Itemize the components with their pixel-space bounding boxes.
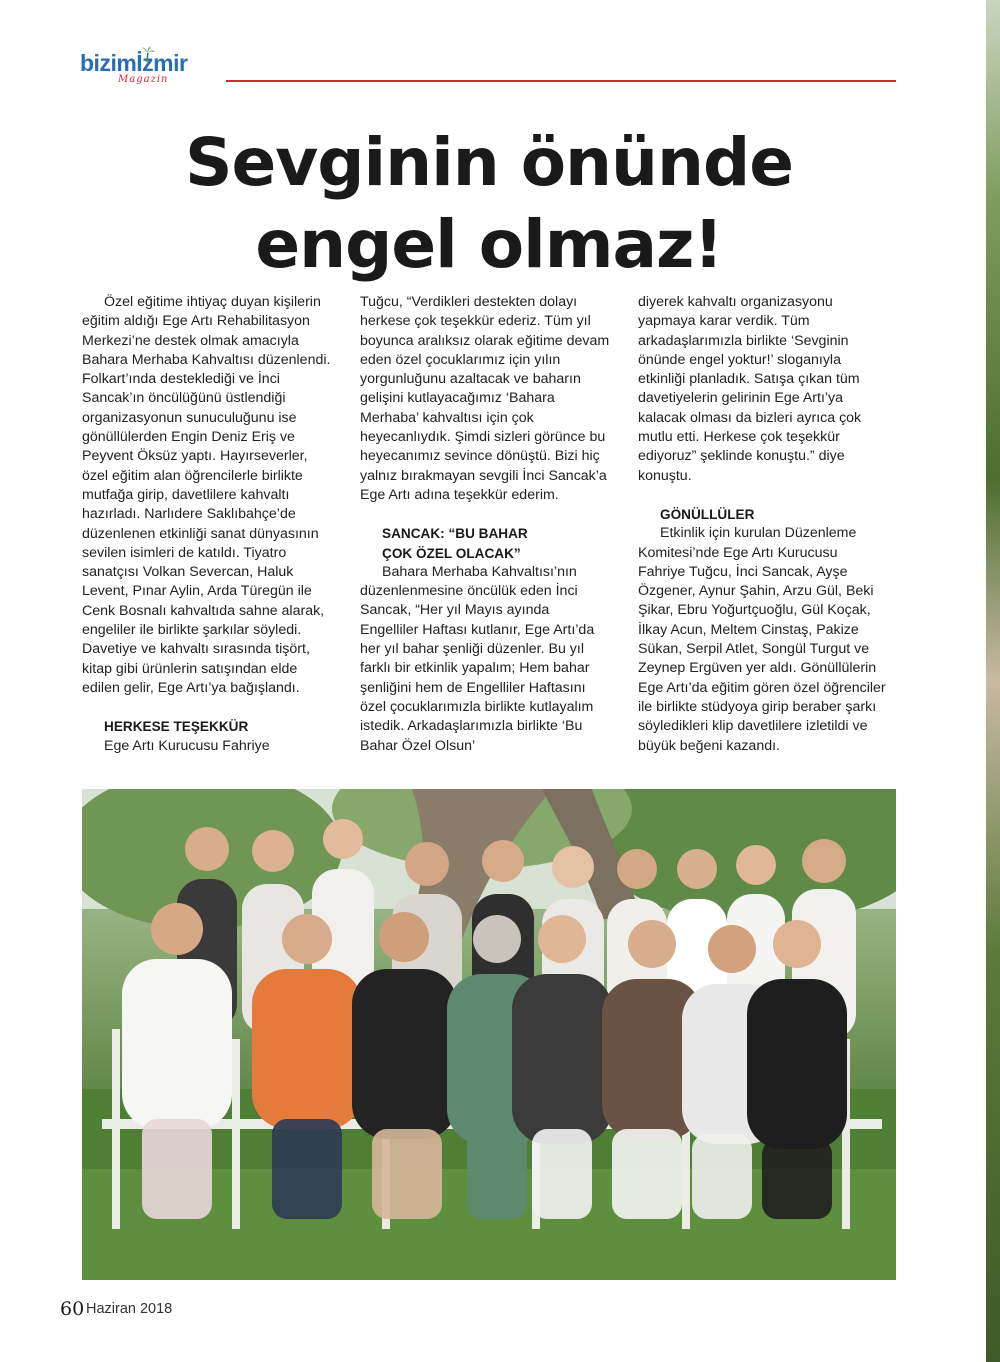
text-column-1 (82, 293, 332, 756)
article-title (82, 122, 896, 286)
paragraph: Özel eğitime ihtiyaç duyan kişilerin eğitim aldığı Ege Artı Rehabilitasyon Merkezi’ne destek olmak amacıyla Bahara Merhaba Kahvaltısı düzenlendi. Folkart’ında desteklediği ve İnci Sancak’ın öncülüğünü üstlendiği organizasyonun sunuculuğunu ise gönüllülerden Engin Deniz Eriş ve Peyvent Öksüz yaptı. Hayırseverler, özel eğitim alan öğrencilerle birlikte mutfağa girip, davetlilere kahvaltı hazırladı. Narlıdere Saklıbahçe’de düzenlenen etkinliği sanat dünyasının sevilen isimleri de katıldı. Tiyatro sanatçısı Volkan Severcan, Haluk Levent, Pınar Aylin, Arda Türegün ile Cenk Bosnalı kahvaltıda sahne alarak, engeliler ile birlikte şarkılar söyledi. Davetiye ve kahvaltı sırasında tişört, kitap gibi ürünlerin satışından elde edilen gelir, Ege Artı’ya bağışlandı. (82, 294, 331, 696)
logo-wordmark: bizimİzmir (80, 50, 188, 76)
paragraph: Etkinlik için kurulan Düzenleme Komitesi’nde Ege Artı Kurucusu Fahriye Tuğcu, İnci Sancak, Ayşe Özgener, Aynur Şahin, Arzu Gül, Beki Şikar, Ebru Yoğurtçuoğlu, Gül Koçak, İlkay Acun, Meltem Cinstaş, Pakize Sükan, Serpil Atlet, Songül Turgut ve Zeynep Ergüven yer aldı. Gönüllülerin Ege Artı’da eğitim gören özel öğrenciler ile birlikte stüdyoya girip beraber şarkı söyledikleri klip davetlilere izletildi ve büyük beğeni kazandı. (638, 525, 886, 754)
palm-tree-icon (138, 46, 156, 62)
section-heading-line-2: ÇOK ÖZEL OLACAK” (382, 545, 521, 561)
paragraph: diyerek kahvaltı organizasyonu yapmaya karar verdik. Tüm arkadaşlarımızla birlikte ‘Sevginin önünde engel yoktur!’ sloganıyla etkinliği planladık. Satışa çıkan tüm davetiyelerin gelirinin Ege Artı’ya kalacak olması da bizleri ayrıca çok mutlu etti. Herkese çok teşekkür ediyoruz” şeklinde konuştu.” diye konuştu. (638, 294, 862, 484)
title-line-2: engel olmaz! (255, 206, 723, 283)
paragraph: Bahara Merhaba Kahvaltısı’nın düzenlenmesine öncülük eden İnci Sancak, “Her yıl Mayıs ayında Engelliler Haftası kutlanır, Ege Artı’da her yıl bahar şenliği düzenler. Bu yıl farklı bir etkinlik yapalım; Hem bahar şenliğini hem de Engelliler Haftasını özel çocuklarımızla birlikte kutlayalım istedik. Arkadaşlarımızla birlikte ‘Bu Bahar Özel Olsun’ (360, 563, 595, 754)
group-photo (82, 789, 896, 1280)
section-heading: GÖNÜLLÜLER (660, 506, 755, 522)
section-heading-line-1: SANCAK: “BU BAHAR (382, 526, 528, 542)
section-heading: HERKESE TEŞEKKÜR (104, 719, 249, 735)
issue-date: Haziran 2018 (86, 1301, 173, 1317)
adjacent-page-edge (986, 0, 1000, 1362)
paragraph: Ege Artı Kurucusu Fahriye (104, 737, 270, 754)
title-line-1: Sevginin önünde (184, 124, 794, 201)
text-column-2 (360, 293, 610, 756)
header-rule (226, 80, 896, 82)
group-photo-illustration (82, 789, 896, 1280)
text-column-3 (638, 293, 888, 756)
logo-subtitle: Magazin (118, 74, 169, 85)
page-number: 60 (60, 1298, 85, 1320)
magazine-logo (80, 46, 220, 90)
paragraph: Tuğcu, “Verdikleri destekten dolayı herkese çok teşekkür ederiz. Tüm yıl boyunca aralıksız olarak eğitime devam eden özel çocuklarımız için yılın yorgunluğunu azaltacak ve baharın gelişini kutlayacağımız ‘Bahara Merhaba’ kahvaltısı için çok heyecanlıydık. Şimdi sizleri görünce bu heyecanımız sevince dönüştü. Bizi hiç yalnız bırakmayan sevgili İnci Sancak’a Ege Artı adına teşekkür ederim. (360, 294, 610, 503)
